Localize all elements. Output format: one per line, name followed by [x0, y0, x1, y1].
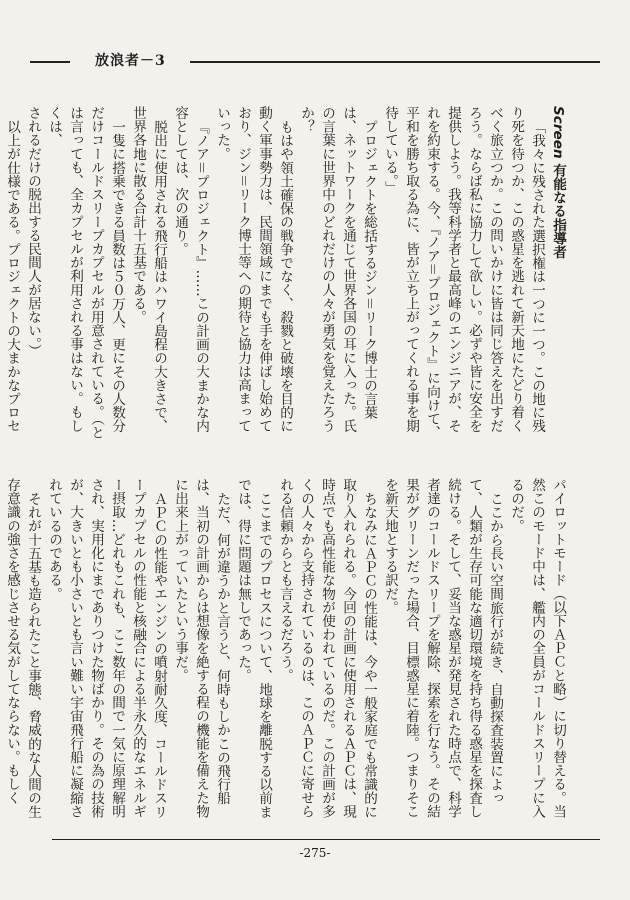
section-label: Screen — [550, 106, 566, 159]
section-heading — [547, 106, 568, 445]
upper-text-column — [4, 106, 568, 445]
page-number: -275- — [299, 846, 331, 860]
header-rule-left — [30, 61, 70, 63]
body-paragraph: ちなみにＡＰＣの性能は、今や一般家庭でも常識的に取り入れられる。今回の計画に使用されるＡＰＣは、現時点でも高性能な物が使われているのだ。この計画が多くの人々から支持されているのは、このＡＰＣに寄せられる信頼からとも言えるだろう。 — [277, 478, 377, 818]
body-paragraph: ただ、何が違うかと言うと、何時もしかこの飛行船は、当初の計画からは想像を絶する程の機能を備えた物に出来上がっていたという事だ。 — [172, 478, 230, 818]
body-paragraph: 脱出に使用される飛行船はハワイ島程の大きさで、世界各地に散る合計十五基である。 — [130, 106, 167, 433]
section-title: 有能なる指導者 — [550, 158, 566, 259]
body-paragraph: パイロットモード（以下ＡＰＣと略）に切り替える。当然このモード中は、艦内の全員がコールドスリープに入るのだ。 — [508, 478, 566, 818]
body-paragraph: それが十五基も造られたこと事態、脅威的な人間の生存意識の強さを感じさせる気がしてならない。もしく — [4, 478, 41, 818]
body-paragraph: ここから長い空間旅行が続き、自動探査装置によって、人類が生存可能な適切環境を持ち得る惑星を探査し続ける。そして、妥当な惑星が発見された時点で、科学者達のコールドスリープを解除、探索を行なう。その結果がグリーンだった場合、目標惑星に着陸。つまりそこを新天地とする訳だ。 — [382, 478, 503, 818]
header-rule-right — [190, 61, 600, 63]
body-paragraph: 以上が仕様である。プロジェクトの大まかなプロセ — [4, 119, 20, 433]
body-paragraph: プロジェクトを総括するジン＝リーク博士の言葉は、ネットワークを通じて世界各国の耳に入った。氏の言葉に世界中のどれだけの人々が勇気を覚えたろうか？ — [298, 106, 377, 433]
body-paragraph: ここまでのプロセスについて、地球を離脱する以前までは、得に問題は無しであった。 — [235, 478, 272, 818]
body-paragraph: 「我々に残された選択権は一つに一つ。この地に残り死を待つか、この惑星を逃れて新天地にたどり着くべく旅立つか。この問いかけに皆は同じ答えを出すだろう。ならば私に協力して欲しい。必ずや皆に安全を提供しよう。我等科学者と最高峰のエンジニアが、それを約束する。今、『ノア＝プロジェクト』に向けて、平和を勝ち取る為に、皆が立ち上がってくれる事を期待している。」 — [382, 106, 545, 440]
parenthetical-note: されるだけの脱出する民間人が居ない。） — [25, 106, 41, 358]
body-paragraph: 一隻に搭乗できる員数は５０万人、更にその人数分だけコールドスリープカプセルが用意されている。（とは言っても、全カプセルが利用される事はない。もしくは、 — [46, 106, 125, 440]
running-header-title: 放浪者－3 — [95, 53, 166, 69]
body-paragraph: ＡＰＣの性能やエンジンの噴射耐久度、コールドスリープカプセルの性能と核融合による半永久的なエネルギー摂取…どれもこれも、ここ数年の間で一気に原理解明され、実用化にまでありつけた物ばかり。その為の技術が、大きいとも小さいとも言い難い宇宙飛行船に凝縮されているのである。 — [46, 478, 167, 818]
lower-text-column — [4, 478, 568, 818]
footer-rule — [52, 839, 600, 840]
body-paragraph: 『ノア＝プロジェクト』……この計画の大まかな内容としては、次の通り。 — [172, 106, 209, 433]
body-paragraph: もはや領土確保の戦争でなく、殺戮と破壊を目的に動く軍事勢力は、民間領域にまでも手を伸ばし始めており、ジン＝リーク博士等への期待と協力は高まっていった。 — [214, 106, 293, 433]
